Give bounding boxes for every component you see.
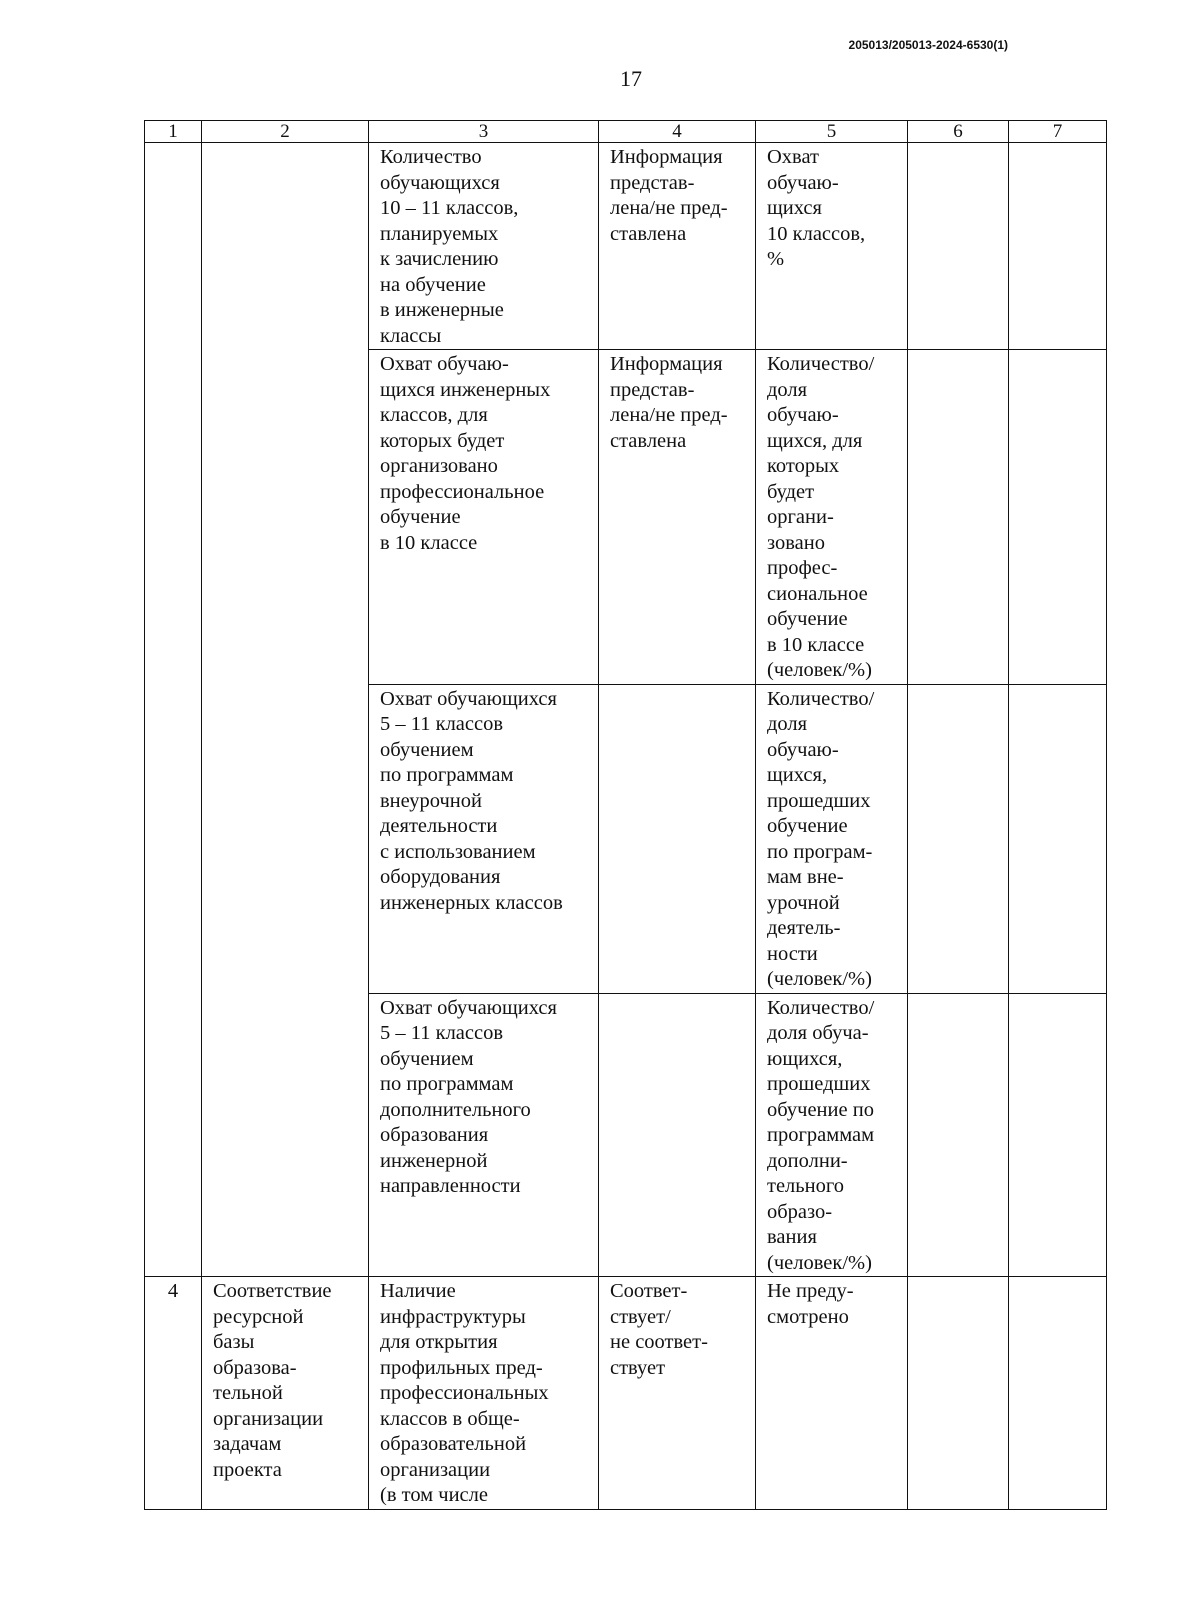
empty-cell-7 (1009, 350, 1107, 685)
column-header-1: 1 (145, 121, 202, 143)
measure-cell: Количество/ доля обучаю- щихся, прошедших обучение по програм- мам вне- урочной деятель- ности (человек/%) (756, 684, 908, 993)
assessment-cell (599, 684, 756, 993)
criterion-cell: Соответствие ресурсной базы образова- тельной организации задачам проекта (202, 1277, 369, 1510)
criteria-table (144, 120, 1107, 1510)
criterion-cell (202, 143, 369, 1277)
column-header-3: 3 (369, 121, 599, 143)
indicator-cell: Количество обучающихся 10 – 11 классов, планируемых к зачислению на обучение в инженерные классы (369, 143, 599, 350)
table-row (145, 143, 1107, 350)
empty-cell-6 (908, 684, 1009, 993)
indicator-cell: Наличие инфраструктуры для открытия профильных пред- профессиональных классов в обще- образовательной организации (в том числе (369, 1277, 599, 1510)
column-header-6: 6 (908, 121, 1009, 143)
column-header-2: 2 (202, 121, 369, 143)
measure-cell: Количество/ доля обучаю- щихся, для которых будет органи- зовано профес- сиональное обучение в 10 классе (человек/%) (756, 350, 908, 685)
empty-cell-6 (908, 1277, 1009, 1510)
empty-cell-7 (1009, 993, 1107, 1277)
table-row (145, 1277, 1107, 1510)
column-number-row (145, 121, 1107, 143)
assessment-cell: Информация представ- лена/не пред- ставлена (599, 350, 756, 685)
assessment-cell: Соответ- ствует/ не соответ- ствует (599, 1277, 756, 1510)
indicator-cell: Охват обучающихся 5 – 11 классов обучением по программам внеурочной деятельности с использованием оборудования инженерных классов (369, 684, 599, 993)
measure-cell: Не преду- смотрено (756, 1277, 908, 1510)
empty-cell-6 (908, 143, 1009, 350)
empty-cell-7 (1009, 684, 1107, 993)
row-number-cell (145, 143, 202, 1277)
empty-cell-6 (908, 350, 1009, 685)
page-number: 17 (620, 66, 642, 91)
measure-cell: Количество/ доля обуча- ющихся, прошедших обучение по программам дополни- тельного образо- вания (человек/%) (756, 993, 908, 1277)
indicator-cell: Охват обучающихся 5 – 11 классов обучением по программам дополнительного образования инженерной направленности (369, 993, 599, 1277)
measure-cell: Охват обучаю- щихся 10 классов, % (756, 143, 908, 350)
assessment-cell (599, 993, 756, 1277)
indicator-cell: Охват обучаю- щихся инженерных классов, для которых будет организовано профессиональное обучение в 10 классе (369, 350, 599, 685)
empty-cell-7 (1009, 1277, 1107, 1510)
row-number-cell: 4 (145, 1277, 202, 1510)
assessment-cell: Информация представ- лена/не пред- ставлена (599, 143, 756, 350)
column-header-5: 5 (756, 121, 908, 143)
column-header-4: 4 (599, 121, 756, 143)
empty-cell-6 (908, 993, 1009, 1277)
document-id: 205013/205013-2024-6530(1) (848, 38, 1008, 52)
empty-cell-7 (1009, 143, 1107, 350)
column-header-7: 7 (1009, 121, 1107, 143)
